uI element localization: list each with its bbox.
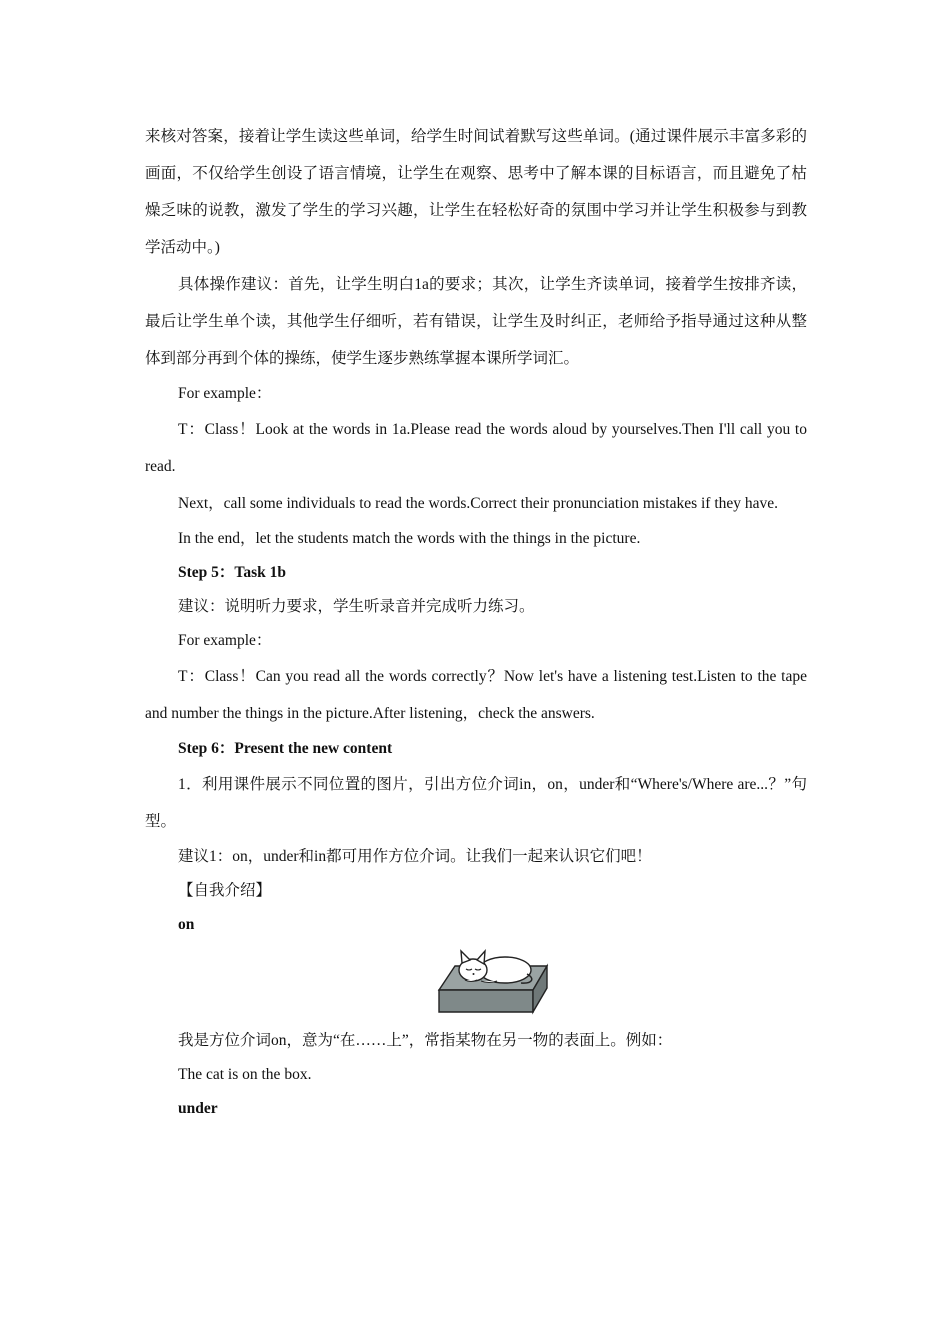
intro-paragraph: 来核对答案，接着让学生读这些单词，给学生时间试着默写这些单词。(通过课件展示丰富多彩的画面，不仅给学生创设了语言情境，让学生在观察、思考中了解本课的目标语言，而且避免了枯燥乏味的说教，激发了学生的学习兴趣，让学生在轻松好奇的氛围中学习并让学生积极参与到教学活动中。) bbox=[145, 128, 807, 256]
teacher-dialogue-1: T：Class！Look at the words in 1a.Please read the words aloud by yourselves.Then I'll call you to read. bbox=[145, 421, 807, 475]
on-explanation: 我是方位介词on，意为“在……上”，常指某物在另一物的表面上。例如： bbox=[178, 1032, 673, 1049]
word-under-heading: under bbox=[178, 1100, 218, 1117]
word-on-heading: on bbox=[178, 916, 195, 933]
document-page bbox=[145, 118, 807, 1126]
match-instruction: In the end，let the students match the words with the things in the picture. bbox=[178, 530, 641, 547]
cat-on-box-figure bbox=[145, 946, 807, 1022]
suggestion-1: 建议1：on，under和in都可用作方位介词。让我们一起来认识它们吧！ bbox=[178, 848, 652, 865]
listening-suggestion: 建议：说明听力要求，学生听录音并完成听力练习。 bbox=[178, 598, 535, 615]
example-label-2: For example： bbox=[178, 632, 272, 649]
present-content-item-1: 1．利用课件展示不同位置的图片，引出方位介词in，on，under和“Where's/Where are...？”句型。 bbox=[145, 776, 807, 830]
cat-on-box-icon bbox=[437, 946, 549, 1018]
operation-suggestion: 具体操作建议：首先，让学生明白1a的要求；其次，让学生齐读单词，接着学生按排齐读，最后让学生单个读，其他学生仔细听，若有错误，让学生及时纠正，老师给予指导通过这种从整体到部分再到个体的操练，使学生逐步熟练掌握本课所学词汇。 bbox=[145, 276, 807, 367]
step-5-heading: Step 5：Task 1b bbox=[178, 564, 286, 581]
on-example-sentence: The cat is on the box. bbox=[178, 1066, 312, 1083]
teacher-dialogue-2: T：Class！Can you read all the words correctly？Now let's have a listening test.Listen to the tape and number the things in the picture.After listening，check the answers. bbox=[145, 668, 807, 722]
self-intro-label: 【自我介绍】 bbox=[178, 882, 272, 899]
next-step-text: Next，call some individuals to read the words.Correct their pronunciation mistakes if they have. bbox=[178, 495, 779, 512]
example-label: For example： bbox=[178, 385, 272, 402]
step-6-heading: Step 6：Present the new content bbox=[178, 740, 393, 757]
